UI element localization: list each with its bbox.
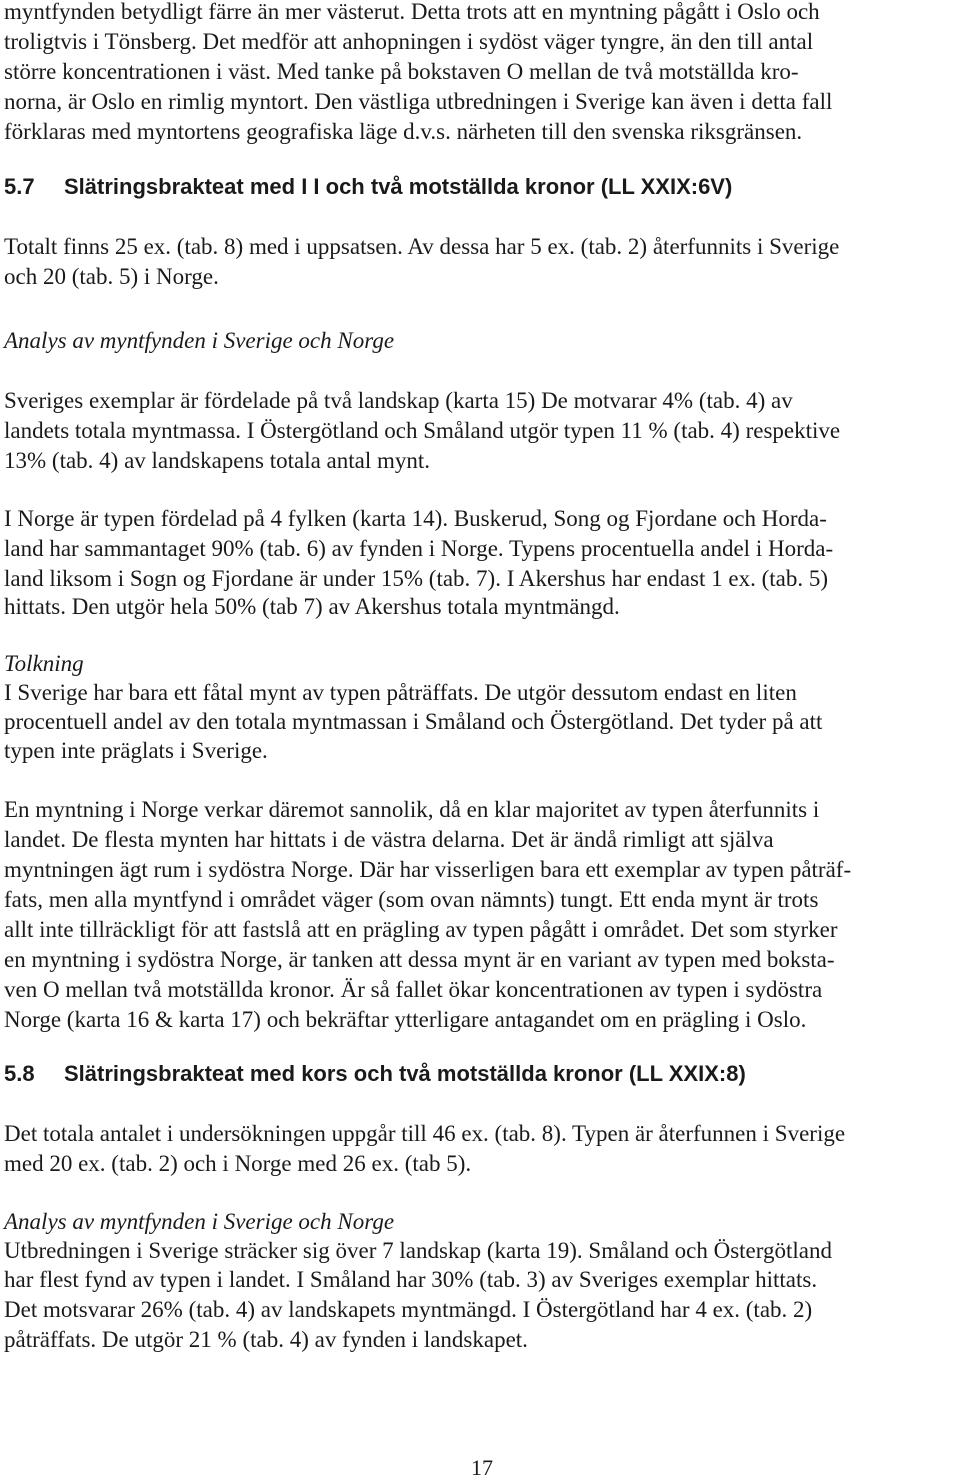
section-heading-5-7 (4, 172, 732, 202)
text-line: Utbredningen i Sverige sträcker sig över 7 landskap (karta 19). Småland och Östergötland (4, 1238, 832, 1263)
text-line: I Norge är typen fördelad på 4 fylken (karta 14). Buskerud, Song og Fjordane och Horda- (4, 506, 827, 531)
text-line: större koncentrationen i väst. Med tanke på bokstaven O mellan de två motställda kro- (4, 59, 799, 84)
text-line: norna, är Oslo en rimlig myntort. Den västliga utbredningen i Sverige kan även i detta fall (4, 89, 833, 114)
text-line: och 20 (tab. 5) i Norge. (4, 264, 219, 289)
subheading-interpretation: Tolkning (4, 651, 84, 676)
section-title: Slätringsbrakteat med I I och två motställda kronor (LL XXIX:6V) (64, 174, 733, 199)
text-line: har flest fynd av typen i landet. I Småland har 30% (tab. 3) av Sveriges exemplar hittats. (4, 1267, 818, 1292)
subheading-analysis: Analys av myntfynden i Sverige och Norge (4, 328, 395, 353)
text-line: en myntning i sydöstra Norge, är tanken att dessa mynt är en variant av typen med boksta- (4, 947, 835, 972)
text-line: 13% (tab. 4) av landskapens totala antal mynt. (4, 448, 431, 473)
section-title: Slätringsbrakteat med kors och två motställda kronor (LL XXIX:8) (64, 1061, 746, 1086)
text-line: hittats. Den utgör hela 50% (tab 7) av Akershus totala myntmängd. (4, 594, 620, 619)
text-line: procentuell andel av den totala myntmassan i Småland och Östergötland. Det tyder på att (4, 709, 823, 734)
text-line: En myntning i Norge verkar däremot sannolik, då en klar majoritet av typen återfunnits i (4, 797, 820, 822)
page-number: 17 (471, 1455, 493, 1480)
section-number: 5.8 (4, 1061, 35, 1086)
text-line: Totalt finns 25 ex. (tab. 8) med i uppsatsen. Av dessa har 5 ex. (tab. 2) återfunnits i Sverige (4, 234, 840, 259)
text-line: Norge (karta 16 & karta 17) och bekräftar ytterligare antagandet om en prägling i Oslo. (4, 1007, 807, 1032)
text-line: land har sammantaget 90% (tab. 6) av fynden i Norge. Typens procentuella andel i Horda- (4, 536, 834, 561)
text-line: med 20 ex. (tab. 2) och i Norge med 26 ex. (tab 5). (4, 1151, 472, 1176)
text-line: I Sverige har bara ett fåtal mynt av typen påträffats. De utgör dessutom endast en liten (4, 680, 797, 705)
section-number: 5.7 (4, 174, 35, 199)
text-line: landet. De flesta mynten har hittats i de västra delarna. Det är ändå rimligt att själva (4, 827, 774, 852)
text-line: landets totala myntmassa. I Östergötland och Småland utgör typen 11 % (tab. 4) respektive (4, 418, 841, 443)
section-heading-5-8 (4, 1059, 746, 1089)
text-line: Det totala antalet i undersökningen uppgår till 46 ex. (tab. 8). Typen är återfunnen i Sverige (4, 1121, 846, 1146)
text-line: Sveriges exemplar är fördelade på två landskap (karta 15) De motvarar 4% (tab. 4) av (4, 388, 793, 413)
text-line: typen inte präglats i Sverige. (4, 738, 268, 763)
text-line: förklaras med myntortens geografiska läge d.v.s. närheten till den svenska riksgränsen. (4, 119, 803, 144)
subheading-analysis: Analys av myntfynden i Sverige och Norge (4, 1209, 395, 1234)
text-line: troligtvis i Tönsberg. Det medför att anhopningen i sydöst väger tyngre, än den till antal (4, 29, 814, 54)
text-line: Det motsvarar 26% (tab. 4) av landskapets myntmängd. I Östergötland har 4 ex. (tab. 2) (4, 1297, 813, 1322)
text-line: fats, men alla myntfynd i området väger (som ovan nämnts) tungt. Ett enda mynt är trots (4, 887, 819, 912)
text-line: ven O mellan två motställda kronor. Är så fallet ökar koncentrationen av typen i sydöstra (4, 977, 823, 1002)
text-line: myntfynden betydligt färre än mer västerut. Detta trots att en myntning pågått i Oslo och (4, 0, 820, 24)
text-line: land liksom i Sogn og Fjordane är under 15% (tab. 7). I Akershus har endast 1 ex. (tab. 5) (4, 566, 828, 591)
text-line: påträffats. De utgör 21 % (tab. 4) av fynden i landskapet. (4, 1327, 528, 1352)
text-line: myntningen ägt rum i sydöstra Norge. Där har visserligen bara ett exemplar av typen påträf- (4, 857, 852, 882)
text-line: allt inte tillräckligt för att fastslå att en prägling av typen pågått i området. Det som styrker (4, 917, 838, 942)
